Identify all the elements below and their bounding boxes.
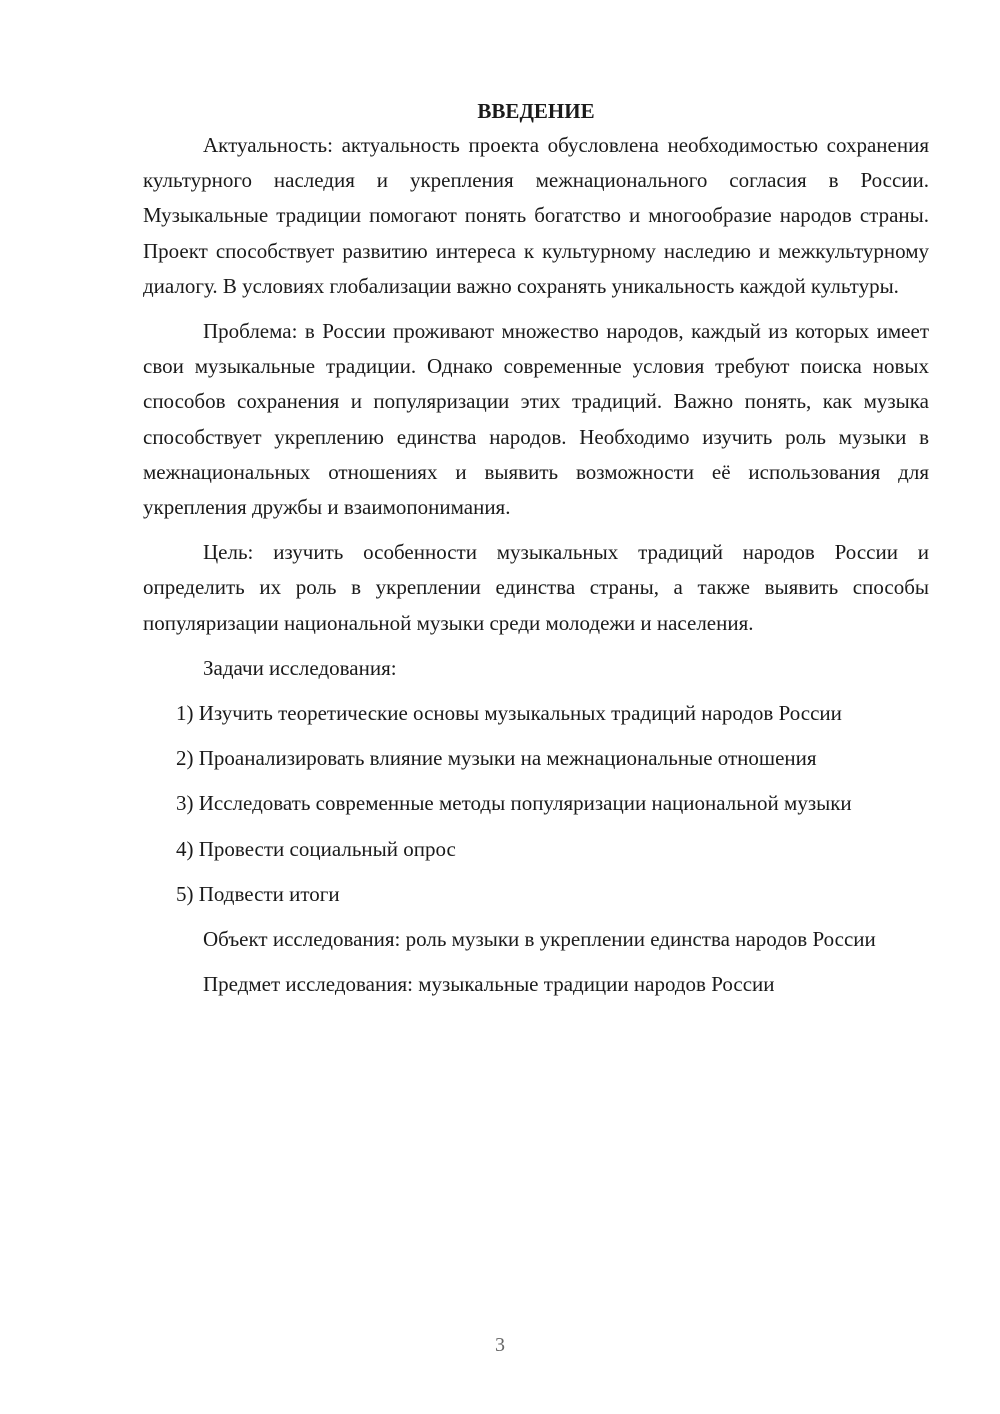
subject-paragraph: Предмет исследования: музыкальные традиции народов России — [203, 972, 775, 997]
page-number: 3 — [495, 1334, 505, 1356]
task-item-1: 1) Изучить теоретические основы музыкальных традиций народов России — [176, 701, 842, 726]
page-title: ВВЕДЕНИЕ — [477, 99, 595, 123]
goal-paragraph: Цель: изучить особенности музыкальных традиций народов России и определить их роль в укреплении единства страны, а также выявить способы популяризации национальной музыки среди молодежи и населения. — [143, 540, 929, 635]
task-item-4: 4) Провести социальный опрос — [176, 836, 456, 861]
object-paragraph: Объект исследования: роль музыки в укреплении единства народов России — [203, 927, 876, 952]
relevance-paragraph: Актуальность: актуальность проекта обусловлена необходимостью сохранения культурного наследия и укрепления межнационального согласия в России. Музыкальные традиции помогают понять богатство и многообразие народов страны. Проект способствует развитию интереса к культурному наследию и межкультурному диалогу. В условиях глобализации важно сохранять уникальность каждой культуры. — [143, 133, 929, 298]
document-page — [143, 96, 929, 1012]
problem-paragraph: Проблема: в России проживают множество народов, каждый из которых имеет свои музыкальные традиции. Однако современные условия требуют поиска новых способов сохранения и популяризации этих традиций. Важно понять, как музыка способствует укреплению единства народов. Необходимо изучить роль музыки в межнациональных отношениях и выявить возможности её использования для укрепления дружбы и взаимопонимания. — [143, 319, 929, 520]
task-item-3: 3) Исследовать современные методы популяризации национальной музыки — [176, 791, 852, 816]
task-item-5: 5) Подвести итоги — [176, 881, 340, 906]
task-item-2: 2) Проанализировать влияние музыки на межнациональные отношения — [176, 746, 817, 771]
tasks-heading: Задачи исследования: — [203, 655, 397, 680]
